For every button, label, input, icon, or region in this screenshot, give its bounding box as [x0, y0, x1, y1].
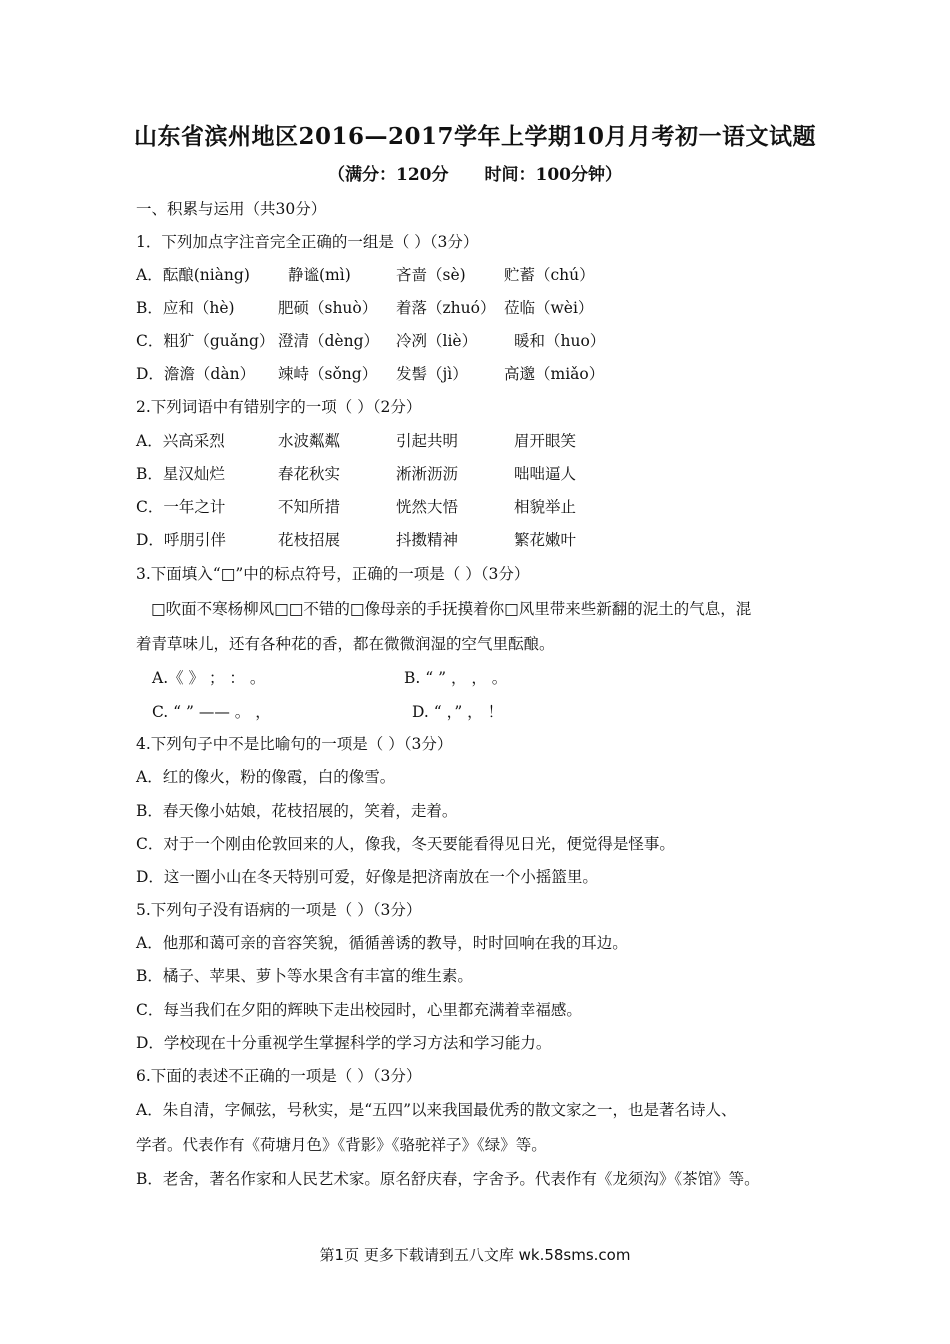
option-item: 澄清（dèng）: [278, 332, 380, 350]
option-item: 引起共明: [396, 432, 459, 450]
question-5-stem: 5.下列句子没有语病的一项是（ ）（3分）: [136, 901, 422, 919]
option-item: 眉开眼笑: [514, 432, 577, 450]
question-4-option-b: B．春天像小姑娘，花枝招展的，笑着，走着。: [136, 802, 458, 820]
exam-title: 山东省滨州地区2016—2017学年上学期10月月考初一语文试题: [133, 123, 817, 150]
option-item: 咄咄逼人: [514, 465, 577, 483]
question-6-option-a: A．朱自清，字佩弦，号秋实，是“五四”以来我国最优秀的散文家之一，也是著名诗人、: [136, 1101, 737, 1119]
option-item: B. “ ” ， ， 。: [404, 669, 508, 687]
option-item: 恍然大悟: [396, 498, 459, 516]
question-1-stem: 1．下列加点字注音完全正确的一组是（ ）（3分）: [136, 233, 479, 251]
option-item: 贮蓄（chú）: [504, 266, 595, 284]
question-6-option-a-cont: 学者。代表作有《荷塘月色》《背影》《骆驼祥子》《绿》等。: [136, 1136, 547, 1154]
option-item: 静谧(mì): [288, 266, 351, 284]
option-item: 冷冽（liè）: [396, 332, 478, 350]
option-item: 着落（zhuó）: [396, 299, 496, 317]
subtitle-time: 时间：100分钟）: [484, 165, 622, 185]
question-3-passage: □吹面不寒杨柳风□□不错的□像母亲的手抚摸着你□风里带来些新翻的泥土的气息，混: [151, 600, 752, 618]
option-item: D．澹澹（dàn）: [136, 365, 256, 383]
option-item: 不知所措: [278, 498, 341, 516]
question-5-option-d: D．学校现在十分重视学生掌握科学的学习方法和学习能力。: [136, 1034, 552, 1052]
question-5-option-c: C．每当我们在夕阳的辉映下走出校园时，心里都充满着幸福感。: [136, 1001, 582, 1019]
option-item: C．粗犷（guǎng）: [136, 332, 275, 350]
option-item: 相貌举止: [514, 498, 577, 516]
option-item: 淅淅沥沥: [396, 465, 459, 483]
option-item: 暖和（huo）: [514, 332, 606, 350]
question-5-option-a: A．他那和蔼可亲的音容笑貌，循循善诱的教导，时时回响在我的耳边。: [136, 934, 628, 952]
option-item: B．应和（hè): [136, 299, 235, 317]
option-item: 吝啬（sè): [396, 266, 466, 284]
option-item: 肥硕（shuò）: [278, 299, 378, 317]
option-item: D．呼朋引伴: [136, 531, 226, 549]
option-item: A．兴高采烈: [136, 432, 225, 450]
option-item: 春花秋实: [278, 465, 341, 483]
option-item: 水波粼粼: [278, 432, 341, 450]
option-item: A.《 》 ； ： 。: [152, 669, 266, 687]
option-item: 发髻（jì）: [396, 365, 468, 383]
option-item: B．星汉灿烂: [136, 465, 225, 483]
option-item: 高邈（miǎo）: [504, 365, 605, 383]
page-footer: 第1页 更多下载请到五八文库 wk.58sms.com: [319, 1246, 631, 1264]
question-4-stem: 4.下列句子中不是比喻句的一项是（ ）（3分）: [136, 735, 453, 753]
question-4-option-d: D．这一圈小山在冬天特别可爱，好像是把济南放在一个小摇篮里。: [136, 868, 598, 886]
option-item: 莅临（wèi）: [504, 299, 594, 317]
option-item: C. “ ” —— 。 ，: [152, 703, 271, 721]
question-3-passage: 着青草味儿，还有各种花的香，都在微微润湿的空气里酝酿。: [136, 635, 555, 653]
question-6-stem: 6.下面的表述不正确的一项是（ ）（3分）: [136, 1067, 422, 1085]
option-item: 抖擞精神: [396, 531, 459, 549]
question-6-option-b: B．老舍，著名作家和人民艺术家。原名舒庆春，字舍予。代表作有《龙须沟》《茶馆》等。: [136, 1170, 760, 1188]
option-item: C．一年之计: [136, 498, 226, 516]
question-4-option-c: C．对于一个刚由伦敦回来的人，像我，冬天要能看得见日光，便觉得是怪事。: [136, 835, 675, 853]
subtitle-score: （满分：120分: [328, 165, 449, 185]
option-item: 繁花嫩叶: [514, 531, 577, 549]
exam-subtitle: [0, 160, 950, 185]
question-3-stem: 3.下面填入“□”中的标点符号，正确的一项是（ ）（3分）: [136, 565, 530, 583]
question-2-stem: 2.下列词语中有错别字的一项（ ）（2分）: [136, 398, 422, 416]
option-item: A．酝酿(niàng): [136, 266, 250, 284]
option-item: 竦峙（sǒng）: [278, 365, 378, 383]
section-heading: 一、积累与运用（共30分）: [136, 200, 327, 218]
option-item: D. “ ，” ， ！: [412, 703, 504, 721]
option-item: 花枝招展: [278, 531, 341, 549]
question-5-option-b: B．橘子、苹果、萝卜等水果含有丰富的维生素。: [136, 967, 473, 985]
question-4-option-a: A．红的像火，粉的像霞，白的像雪。: [136, 768, 396, 786]
